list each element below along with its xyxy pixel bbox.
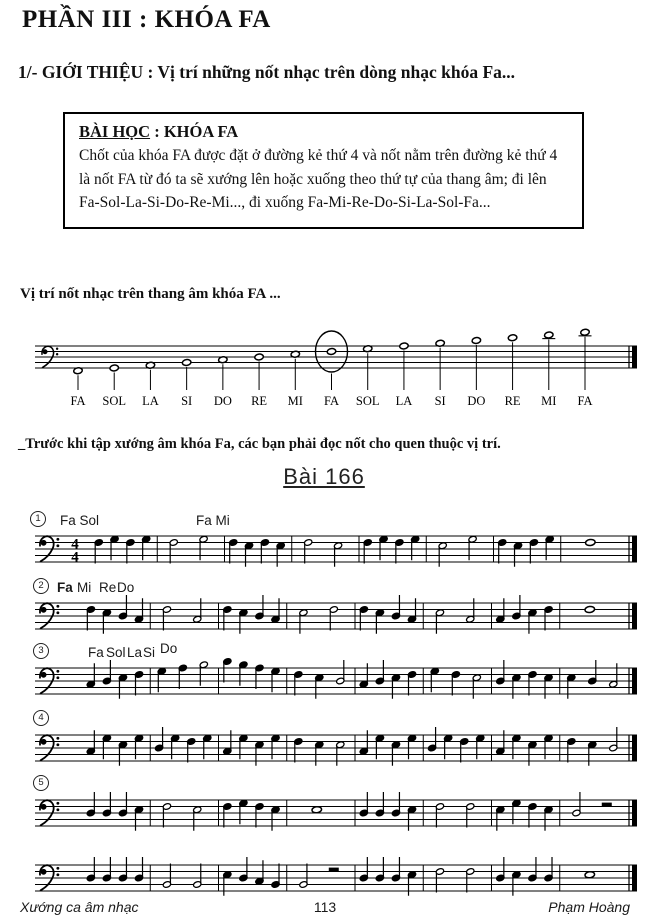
final-barline-thick: [632, 603, 637, 629]
solfege-label: Sol: [106, 645, 126, 660]
note-name-label: LA: [142, 394, 159, 408]
solfege-label: Fa: [88, 645, 104, 660]
whole-note: [399, 343, 408, 350]
solfege-label: Fa Sol: [60, 513, 100, 528]
whole-note: [508, 334, 517, 341]
staff-number-badge: 2: [33, 578, 49, 594]
lesson-label: BÀI HỌC: [79, 122, 151, 141]
final-barline-thick: [632, 536, 637, 562]
whole-note: [435, 340, 444, 347]
footer-book-title: Xướng ca âm nhạc: [20, 899, 139, 915]
whole-note: [110, 365, 119, 372]
note-name-label: DO: [213, 394, 232, 408]
staff-number-badge: 4: [33, 710, 49, 726]
time-signature: 4: [71, 536, 79, 553]
whole-note: [585, 539, 595, 546]
final-barline-thick: [632, 865, 637, 891]
solfege-label: Si: [143, 645, 156, 660]
solfege-label: Do: [160, 641, 178, 656]
final-barline-thick: [632, 346, 637, 368]
whole-note: [218, 356, 227, 363]
note-name-label: SOL: [102, 394, 127, 408]
note-name-label: MI: [287, 394, 303, 408]
half-rest: [602, 803, 612, 807]
whole-note: [291, 351, 300, 358]
bass-clef-scale-staff: [0, 310, 648, 412]
note-name-label: RE: [504, 394, 521, 408]
note-name-label: FA: [323, 394, 340, 408]
final-barline-thick: [632, 668, 637, 694]
lesson-box: [63, 112, 584, 229]
lesson-body: Chốt của khóa FA được đặt ở đường kẻ thứ 4 và nốt nằm trên đường kẻ thứ 4 là nốt FA từ đó ta sẽ xướng lên hoặc xuống theo thứ tự của thang âm; đi lên Fa-Sol-La-Si-Do-Re-Mi..., đi xuống Fa-Mi-Re-Do-Si-La-Sol-Fa...: [79, 147, 558, 212]
solfege-label: Do: [117, 580, 135, 595]
section-heading: 1/- GIỚI THIỆU : Vị trí những nốt nhạc trên dòng nhạc khóa Fa...: [18, 62, 516, 82]
whole-note: [312, 806, 322, 813]
exercise-title: Bài 166: [283, 464, 365, 489]
final-barline-thick: [632, 735, 637, 761]
whole-note: [254, 354, 263, 361]
note-name-label: SOL: [355, 394, 380, 408]
solfege-label: Mi: [77, 580, 92, 595]
exercise-title-wrap: [0, 464, 648, 490]
lesson-box-title: [79, 122, 568, 142]
whole-note: [327, 348, 336, 355]
time-signature: 4: [71, 549, 79, 566]
solfege-label: La: [127, 645, 143, 660]
note-name-label: FA: [70, 394, 86, 408]
whole-note: [580, 329, 589, 336]
final-barline-thick: [632, 800, 637, 826]
whole-note: [182, 359, 191, 366]
page-title: PHẦN III : KHÓA FA: [22, 6, 271, 33]
lesson-title: KHÓA FA: [163, 122, 239, 141]
page-footer: [20, 899, 630, 919]
whole-note: [585, 606, 595, 613]
whole-note: [146, 362, 155, 369]
half-rest: [329, 868, 339, 872]
note-name-label: DO: [467, 394, 486, 408]
lesson-separator: :: [150, 122, 164, 141]
scale-heading: Vị trí nốt nhạc trên thang âm khóa FA ...: [20, 286, 281, 302]
whole-note: [585, 871, 595, 878]
note-name-label: RE: [251, 394, 268, 408]
footer-page-number: 113: [313, 899, 337, 915]
whole-note: [544, 332, 553, 339]
whole-note: [472, 337, 481, 344]
whole-note: [363, 345, 372, 352]
solfege-label: Re: [99, 580, 117, 595]
note-name-label: LA: [395, 394, 413, 408]
staff-number-badge: 5: [33, 775, 49, 791]
whole-note: [73, 367, 82, 374]
solfege-label: Fa Mi: [196, 513, 230, 528]
staff-number-badge: 3: [33, 643, 49, 659]
footer-author: Phạm Hoàng: [548, 899, 630, 915]
note-name-label: SI: [434, 394, 446, 408]
note-name-label: MI: [541, 394, 557, 408]
note-name-label: FA: [577, 394, 593, 408]
practice-note: _Trước khi tập xướng âm khóa Fa, các bạn phải đọc nốt cho quen thuộc vị trí.: [18, 436, 501, 452]
note-name-label: SI: [181, 394, 193, 408]
solfege-label: Fa: [57, 580, 73, 595]
staff-number-badge: 1: [30, 511, 46, 527]
